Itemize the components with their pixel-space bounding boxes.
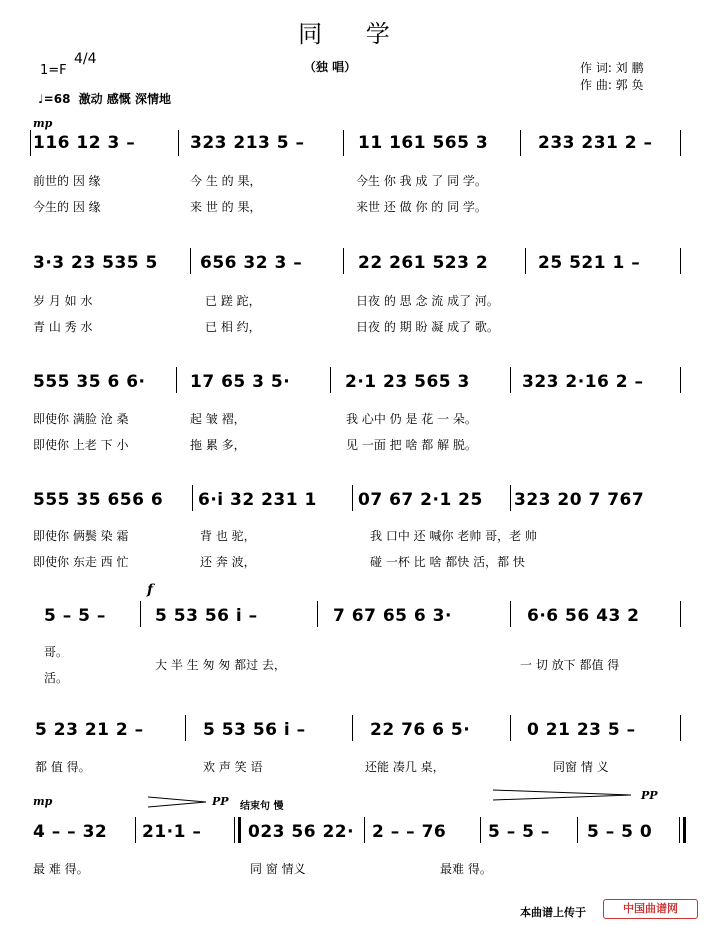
lyric-line: 我 口中 还 喊你 老帅 哥，老 帅 <box>370 529 537 543</box>
barline <box>343 248 344 274</box>
measure: 023 56 22· <box>248 822 355 842</box>
lyric-line: 即使你 满脸 沧 桑 <box>33 412 129 426</box>
decrescendo-icon <box>493 789 633 801</box>
lyric-line: 见 一面 把 啥 都 解 脱。 <box>346 438 477 452</box>
lyric-line: 碰 一杯 比 啥 都快 活，都 快 <box>370 555 525 569</box>
lyric-line: 一 切 放下 都值 得 <box>520 658 620 672</box>
double-barline <box>238 817 241 843</box>
measure: 2·1 23 565 3 <box>345 372 470 392</box>
barline <box>330 367 331 393</box>
barline <box>680 248 681 274</box>
lyric-line: 我 心中 仍 是 花 一 朵。 <box>346 412 477 426</box>
barline <box>520 130 521 156</box>
barline <box>317 601 318 627</box>
measure: 25 521 1 – <box>538 253 641 273</box>
upload-note: 本曲谱上传于 <box>520 906 586 919</box>
lyric-line: 哥。 <box>44 645 69 659</box>
lyric-line: 起 皱 褶， <box>190 412 246 426</box>
measure: 6·6 56 43 2 <box>527 606 640 626</box>
lyric-line: 今生的 因 缘 <box>33 200 101 214</box>
song-subtitle: （独 唱） <box>303 60 357 74</box>
lyric-line: 今 生 的 果， <box>190 174 262 188</box>
barline <box>510 367 511 393</box>
lyric-line: 来 世 的 果， <box>190 200 262 214</box>
measure: 4 – – 32 <box>33 822 108 842</box>
barline <box>190 248 191 274</box>
barline <box>510 601 511 627</box>
measure: 323 2·16 2 – <box>522 372 644 392</box>
lyric-line: 拖 累 多， <box>190 438 246 452</box>
credits <box>580 60 644 94</box>
lyric-line: 同 窗 情义 <box>250 862 306 876</box>
barline <box>680 367 681 393</box>
barline <box>343 130 344 156</box>
lyric-line: 还 奔 波， <box>200 555 256 569</box>
lyric-line: 即使你 上老 下 小 <box>33 438 129 452</box>
lyric-line: 前世的 因 缘 <box>33 174 101 188</box>
measure: 22 261 523 2 <box>358 253 489 273</box>
lyric-line: 即使你 东走 西 忙 <box>33 555 129 569</box>
double-barline <box>234 817 235 843</box>
lyric-line: 活。 <box>44 671 69 685</box>
measure: 21·1 – <box>142 822 202 842</box>
measure: 555 35 6 6· <box>33 372 146 392</box>
dynamic-mark: mp <box>33 117 53 130</box>
lyric-line: 已 蹉 跎， <box>205 294 261 308</box>
final-barline <box>683 817 686 843</box>
measure: 22 76 6 5· <box>370 720 471 740</box>
barline <box>680 715 681 741</box>
measure: 3·3 23 535 5 <box>33 253 158 273</box>
measure: 2 – – 76 <box>372 822 447 842</box>
barline <box>364 817 365 843</box>
site-logo[interactable]: 中国曲谱网 <box>603 899 698 919</box>
lyricist: 作 词: 刘 鹏 <box>580 61 644 75</box>
barline <box>192 485 193 511</box>
barline <box>510 485 511 511</box>
measure: 5 – 5 0 <box>587 822 653 842</box>
barline <box>352 485 353 511</box>
lyric-line: 欢 声 笑 语 <box>203 760 263 774</box>
dynamic-mark: f <box>147 582 154 598</box>
measure: 5 – 5 – <box>44 606 106 626</box>
barline <box>176 367 177 393</box>
decrescendo-icon <box>148 796 208 808</box>
measure: 5 23 21 2 – <box>35 720 144 740</box>
dynamic-mark: PP <box>212 795 229 808</box>
dynamic-mark: PP <box>641 789 658 802</box>
performance-direction: 结束句 慢 <box>240 801 284 812</box>
measure: 555 35 656 6 <box>33 490 164 510</box>
lyric-line: 最 难 得。 <box>33 862 89 876</box>
barline <box>178 130 179 156</box>
lyric-line: 岁 月 如 水 <box>33 294 93 308</box>
lyric-line: 青 山 秀 水 <box>33 320 93 334</box>
lyric-line: 今生 你 我 成 了 同 学。 <box>356 174 487 188</box>
lyric-line: 日夜 的 思 念 流 成了 河。 <box>356 294 499 308</box>
lyric-line: 都 值 得。 <box>35 760 91 774</box>
measure: 7 67 65 6 3· <box>333 606 452 626</box>
measure: 5 – 5 – <box>488 822 550 842</box>
lyric-line: 同窗 情 义 <box>553 760 609 774</box>
measure: 116 12 3 – <box>33 133 136 153</box>
measure: 656 32 3 – <box>200 253 303 273</box>
lyric-line: 已 相 约， <box>205 320 261 334</box>
lyric-line: 最难 得。 <box>440 862 492 876</box>
time-signature: 4/4 <box>74 51 97 67</box>
song-title: 同 学 <box>298 20 408 48</box>
measure: 5 53 56 i – <box>203 720 306 740</box>
composer: 作 曲: 郭 奂 <box>580 78 644 92</box>
measure: 233 231 2 – <box>538 133 653 153</box>
barline <box>135 817 136 843</box>
tempo-mark: ♩=68 激动 感慨 深情地 <box>38 92 171 106</box>
measure: 11 161 565 3 <box>358 133 489 153</box>
dynamic-mark: mp <box>33 795 53 808</box>
barline <box>525 248 526 274</box>
lyric-line: 来世 还 做 你 的 同 学。 <box>356 200 487 214</box>
barline <box>680 130 681 156</box>
barline <box>352 715 353 741</box>
key-signature: 1=F <box>40 63 67 78</box>
lyric-line: 背 也 驼， <box>200 529 256 543</box>
barline <box>577 817 578 843</box>
lyric-line: 日夜 的 期 盼 凝 成了 歌。 <box>356 320 499 334</box>
barline <box>510 715 511 741</box>
measure: 5 53 56 i – <box>155 606 258 626</box>
measure: 323 213 5 – <box>190 133 305 153</box>
final-barline <box>679 817 680 843</box>
barline <box>30 130 31 156</box>
barline <box>185 715 186 741</box>
measure: 0 21 23 5 – <box>527 720 636 740</box>
measure: 07 67 2·1 25 <box>358 490 483 510</box>
barline <box>480 817 481 843</box>
lyric-line: 大 半 生 匆 匆 都过 去， <box>155 658 286 672</box>
lyric-line: 即使你 俩鬓 染 霜 <box>33 529 129 543</box>
barline <box>140 601 141 627</box>
measure: 6·i 32 231 1 <box>198 490 317 510</box>
measure: 323 20 7 767 <box>514 490 645 510</box>
lyric-line: 还能 凑几 桌， <box>365 760 445 774</box>
measure: 17 65 3 5· <box>190 372 291 392</box>
barline <box>680 601 681 627</box>
